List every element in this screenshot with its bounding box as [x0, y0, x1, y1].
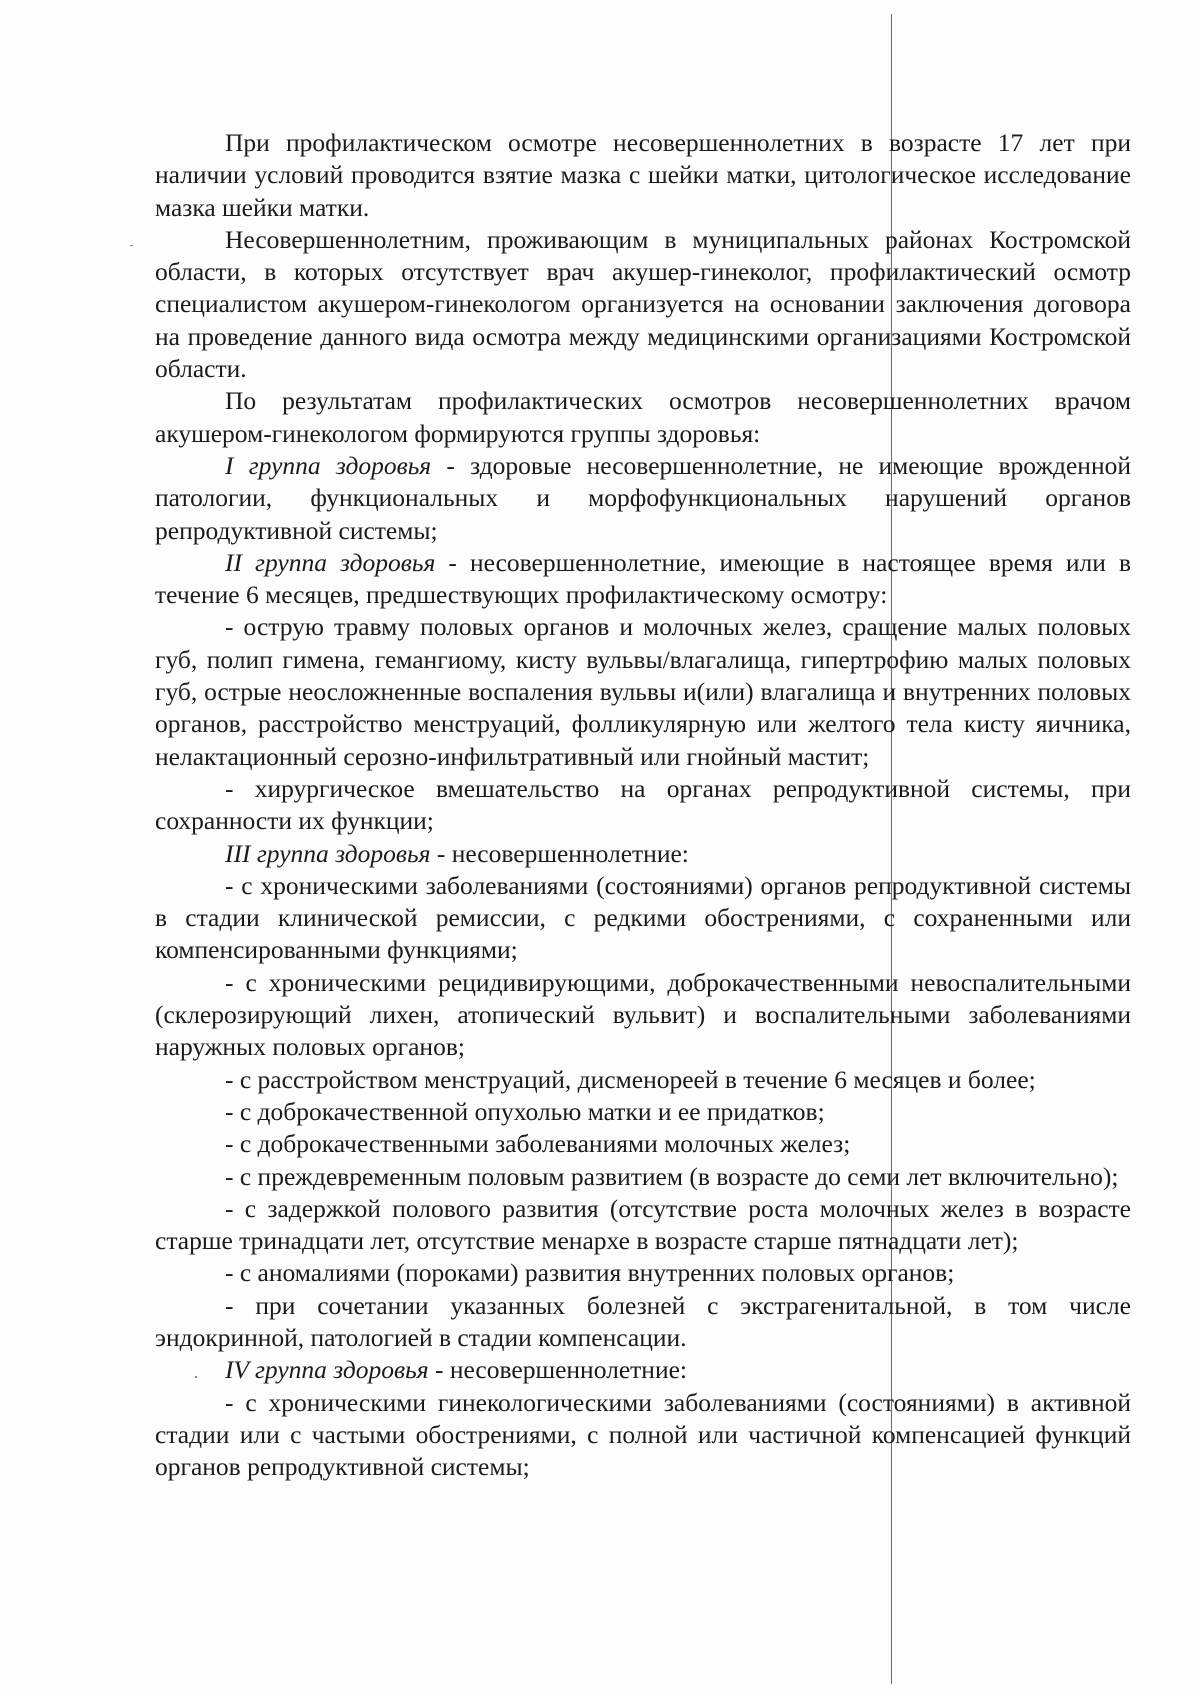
list-item-breast-disease: - с доброкачественными заболеваниями молочных желез;: [225, 1129, 851, 1159]
list-item-combined-pathology: - при сочетании указанных болезней с экстрагенитальной, в том числе эндокринной, патологией в стадии компенсации.: [155, 1290, 1131, 1352]
list-item-chronic-remission: - с хроническими заболеваниями (состояниями) органов репродуктивной системы в стадии клинической ремиссии, с редкими обострениями, с сохраненными или компенсированными функциями;: [155, 870, 1131, 965]
list-item-precocious-puberty: - с преждевременным половым развитием (в возрасте до семи лет включительно);: [225, 1161, 1119, 1191]
group-4-heading: IV группа здоровья: [225, 1355, 429, 1385]
paragraph-group-4: IV группа здоровья - несовершеннолетние:: [225, 1355, 687, 1385]
list-item-delayed-puberty: - с задержкой полового развития (отсутствие роста молочных желез в возрасте старше тринадцати лет, отсутствие менархе в возрасте старше пятнадцати лет);: [155, 1193, 1131, 1256]
list-item-anomalies: - с аномалиями (пороками) развития внутренних половых органов;: [225, 1258, 955, 1288]
paragraph-group-1: I группа здоровья - здоровые несовершеннолетние, не имеющие врожденной патологии, функциональных и морфофункциональных нарушений органов репродуктивной системы;: [155, 450, 1131, 545]
list-item-acute-trauma: - острую травму половых органов и молочных желез, сращение малых половых губ, полип гимена, гемангиому, кисту вульвы/влагалища, гипертрофию малых половых губ, острые неосложненные воспаления вульвы и(или) влагалища и внутренних половых органов, расстройство менструаций, фолликулярную или желтого тела кисту яичника, нелактационный серозно-инфильтративный или гнойный мастит;: [155, 612, 1131, 771]
group-3-heading: III группа здоровья: [225, 838, 431, 868]
list-item-chronic-active: - с хроническими гинекологическими заболеваниями (состояниями) в активной стадии или с частыми обострениями, с полной или частичной компенсацией функций органов репродуктивной системы;: [155, 1387, 1131, 1482]
list-item-benign-tumor: - с доброкачественной опухолью матки и ее придатков;: [225, 1096, 825, 1126]
list-item-chronic-recurrent: - с хроническими рецидивирующими, доброкачественными невоспалительными (склерозирующий лихен, атопический вульвит) и воспалительными заболеваниями наружных половых органов;: [155, 967, 1131, 1062]
paragraph-municipal-districts: Несовершеннолетним, проживающим в муниципальных районах Костромской области, в которых отсутствует врач акушер-гинеколог, профилактический осмотр специалистом акушером-гинекологом организуется на основании заключения договора на проведение данного вида осмотра между медицинскими организациями Костромской области.: [155, 224, 1131, 384]
paragraph-smear-examination: При профилактическом осмотре несовершеннолетних в возрасте 17 лет при наличии условий проводится взятие мазка с шейки матки, цитологическое исследование мазка шейки матки.: [155, 128, 1131, 222]
document-body: [155, 127, 1131, 1483]
paragraph-group-3: III группа здоровья - несовершеннолетние:: [225, 838, 689, 868]
group-1-heading: I группа здоровья: [225, 450, 432, 480]
group-2-heading: II группа здоровья: [225, 547, 436, 577]
list-item-surgery: - хирургическое вмешательство на органах репродуктивной системы, при сохранности их функции;: [155, 773, 1131, 836]
scan-mark-left: [130, 245, 133, 246]
paragraph-health-groups-intro: По результатам профилактических осмотров несовершеннолетних врачом акушером-гинекологом формируются группы здоровья:: [155, 386, 1131, 448]
paragraph-group-2: II группа здоровья - несовершеннолетние, имеющие в настоящее время или в течение 6 месяцев, предшествующих профилактическому осмотру:: [155, 547, 1132, 610]
list-item-menstrual-disorder: - с расстройством менструаций, дисменореей в течение 6 месяцев и более;: [225, 1064, 1036, 1094]
